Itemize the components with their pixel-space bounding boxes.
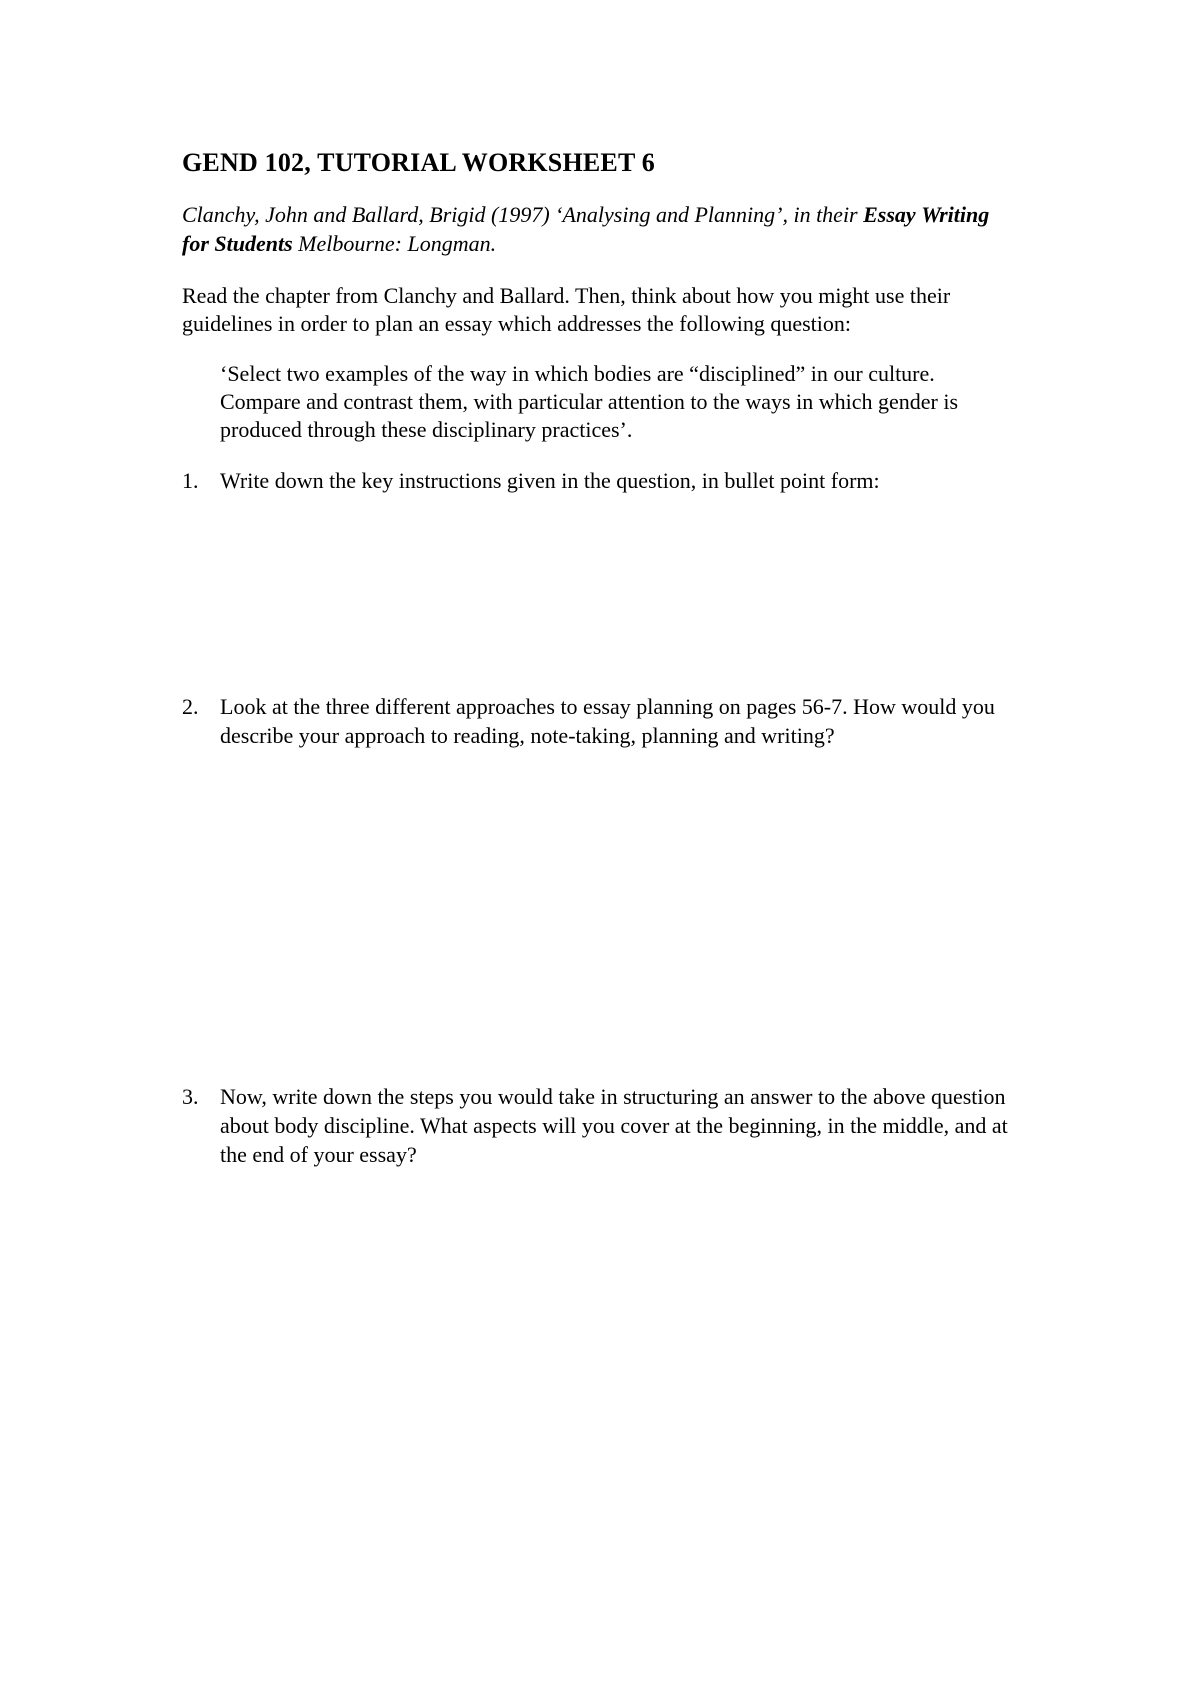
question-item-3 [182, 1082, 1010, 1169]
question-number: 3. [182, 1084, 199, 1109]
citation-book-title-line1: Essay [863, 202, 916, 227]
essay-question-quote: ‘Select two examples of the way in which bodies are “disciplined” in our culture. Compare and contrast them, with particular attention to the ways in which gender is produced through these disciplinary practices’. [220, 361, 959, 442]
citation-publisher: Melbourne: Longman. [292, 231, 497, 256]
worksheet-title: GEND 102, TUTORIAL WORKSHEET 6 [182, 148, 655, 177]
question-text: Write down the key instructions given in the question, in bullet point form: [220, 468, 880, 493]
question-item-2 [182, 692, 1010, 750]
citation-book-title-line2: Writing for Students [182, 202, 990, 256]
question-number: 2. [182, 694, 199, 719]
question-text: Look at the three different approaches to essay planning on pages 56-7. How would you describe your approach to reading, note-taking, planning and writing? [220, 694, 995, 748]
question-text: Now, write down the steps you would take in structuring an answer to the above question about body discipline. What aspects will you cover at the beginning, in the middle, and at the end of your essay? [220, 1084, 1008, 1167]
question-number: 1. [182, 468, 199, 493]
document-content [182, 146, 1032, 1169]
question-item-1 [182, 466, 1010, 495]
citation-authors: Clanchy, John and Ballard, Brigid (1997) ‘Analysing and Planning’, in their [182, 202, 864, 227]
intro-paragraph: Read the chapter from Clanchy and Ballard. Then, think about how you might use their guidelines in order to plan an essay which addresses the following question: [182, 283, 951, 336]
reading-citation [182, 200, 1012, 258]
